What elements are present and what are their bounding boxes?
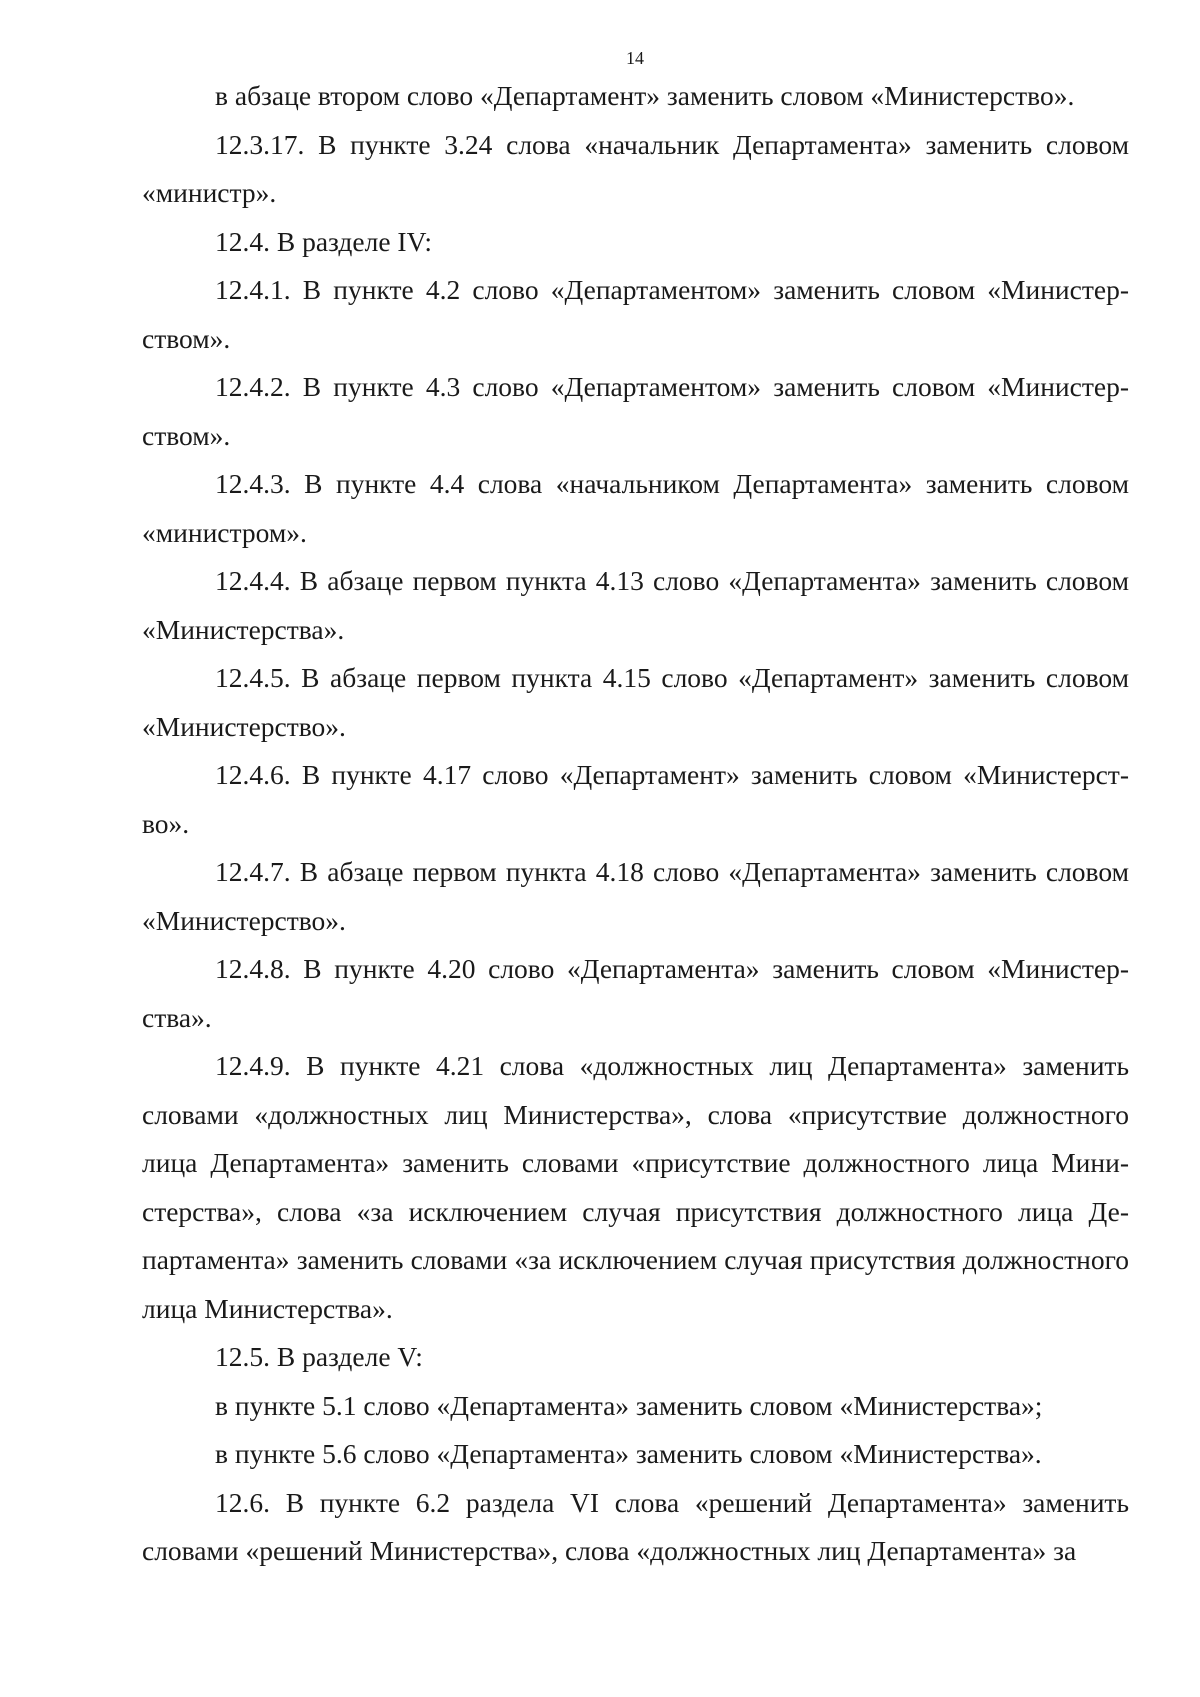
- paragraph: 12.4.9. В пункте 4.21 слова «должностных лиц Департамента» заменить словами «должностных лиц Министерства», слова «присутствие должностного лица Департамента» заменить словами «присутствие должностного лица Министерства», слова «за исключением случая присутствия должностного лица Департамента» заменить словами «за исключением случая присутствия должностного лица Министерства».: [142, 1050, 1129, 1324]
- page-number: 14: [626, 48, 644, 68]
- paragraph: в пункте 5.6 слово «Департамента» заменить словом «Министерства».: [215, 1438, 1042, 1469]
- paragraph: 12.4.1. В пункте 4.2 слово «Департаментом» заменить словом «Министерством».: [142, 274, 1129, 354]
- paragraph: в пункте 5.1 слово «Департамента» заменить словом «Министерства»;: [215, 1389, 1043, 1421]
- paragraph: 12.4.5. В абзаце первом пункта 4.15 слово «Департамент» заменить словом «Министерство».: [142, 662, 1129, 742]
- document-body: [142, 72, 1129, 1576]
- paragraph: в абзаце втором слово «Департамент» заменить словом «Министерство».: [215, 80, 1075, 111]
- paragraph: 12.4. В разделе IV:: [215, 225, 433, 257]
- paragraph: 12.4.6. В пункте 4.17 слово «Департамент» заменить словом «Министерство».: [142, 759, 1129, 839]
- paragraph: 12.4.4. В абзаце первом пункта 4.13 слово «Департамента» заменить словом «Министерства».: [142, 565, 1129, 645]
- paragraph: 12.5. В разделе V:: [215, 1341, 423, 1372]
- paragraph: 12.4.7. В абзаце первом пункта 4.18 слово «Департамента» заменить словом «Министерство».: [142, 856, 1129, 936]
- paragraph: 12.3.17. В пункте 3.24 слова «начальник Департамента» заменить словом «министр».: [142, 128, 1129, 208]
- paragraph: 12.4.3. В пункте 4.4 слова «начальником Департамента» заменить словом «министром».: [142, 468, 1129, 548]
- paragraph: 12.6. В пункте 6.2 раздела VI слова «решений Департамента» заменить словами «решений Министерства», слова «должностных лиц Департамента» за: [142, 1486, 1129, 1566]
- paragraph: 12.4.8. В пункте 4.20 слово «Департамента» заменить словом «Министерства».: [142, 953, 1129, 1033]
- paragraph: 12.4.2. В пункте 4.3 слово «Департаментом» заменить словом «Министерством».: [142, 371, 1129, 451]
